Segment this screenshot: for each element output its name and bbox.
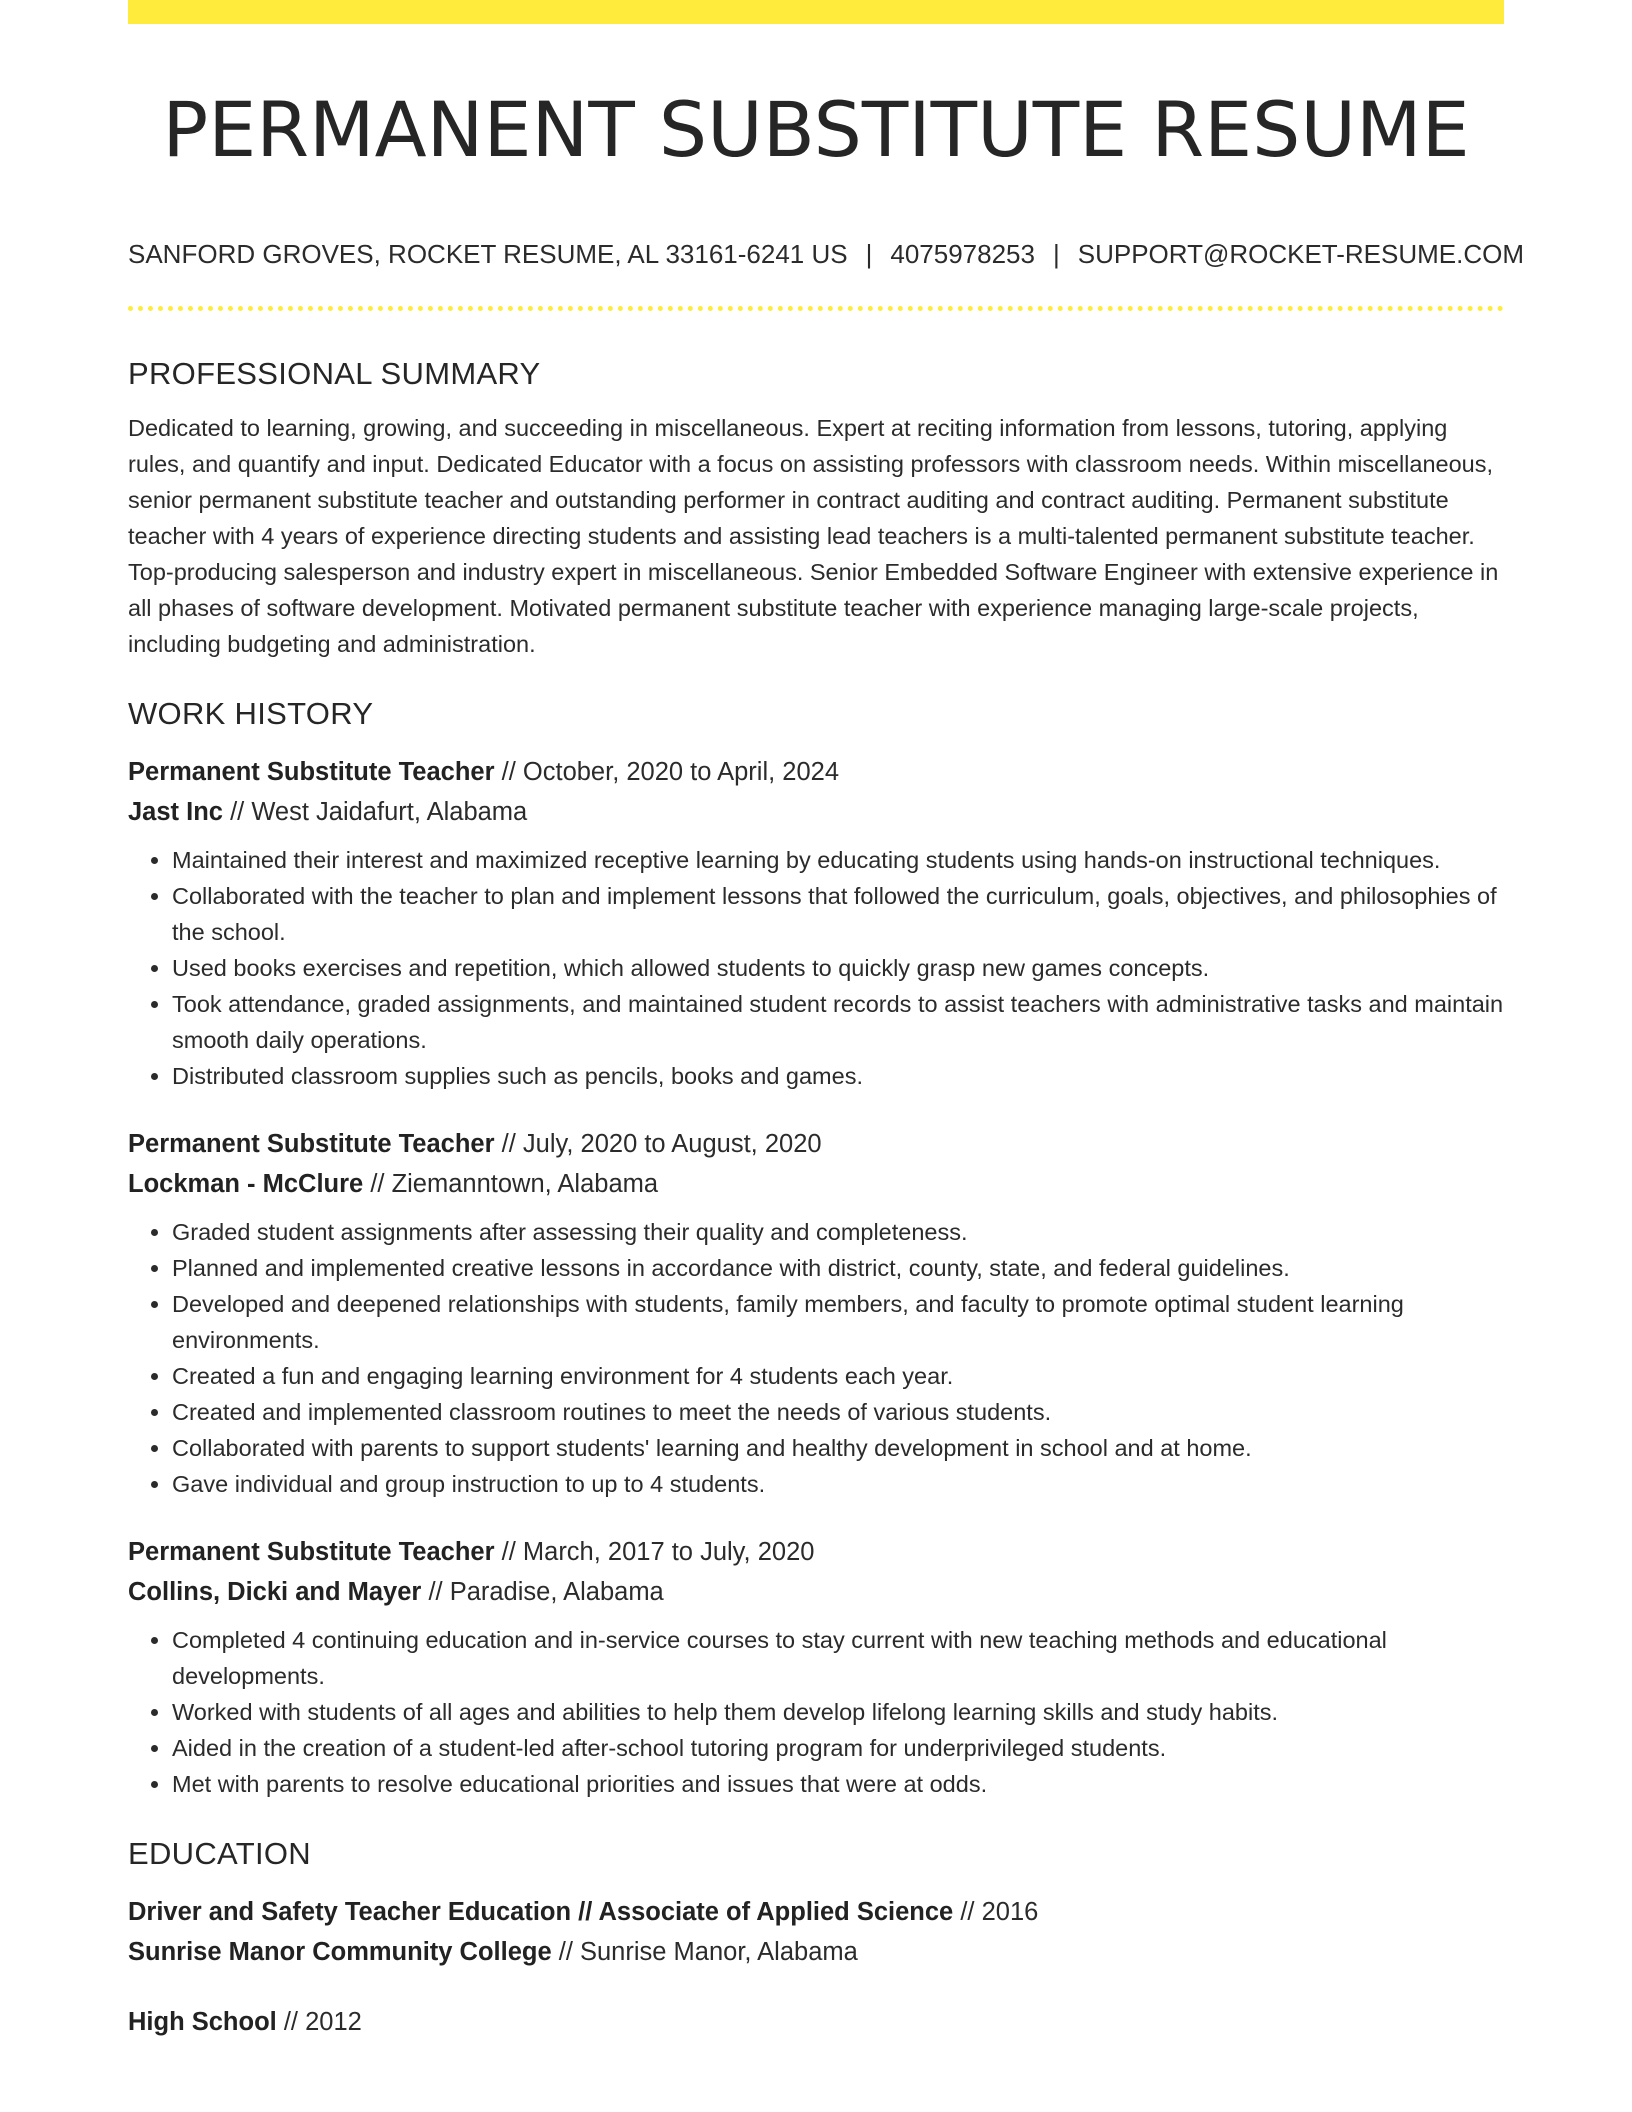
list-item: • Completed 4 continuing education and in-service courses to stay current with new teaching methods and educational developments.	[172, 1622, 1504, 1694]
list-item: • Developed and deepened relationships with students, family members, and faculty to promote optimal student learning environments.	[172, 1286, 1504, 1358]
job-title: Permanent Substitute Teacher	[128, 758, 495, 786]
job-title-line	[128, 752, 1504, 792]
degree-line	[128, 1892, 1504, 1932]
summary-text: Dedicated to learning, growing, and succeeding in miscellaneous. Expert at reciting information from lessons, tutoring, applying rules, and quantify and input. Dedicated Educator with a focus on assisting professors with classroom needs. Within miscellaneous, senior permanent substitute teacher and outstanding performer in contract auditing and contract auditing. Permanent substitute teacher with 4 years of experience directing students and assisting lead teachers is a multi-talented permanent substitute teacher. Top-producing salesperson and industry expert in miscellaneous. Senior Embedded Software Engineer with extensive experience in all phases of software development. Motivated permanent substitute teacher with experience managing large-scale projects, including budgeting and administration.	[128, 415, 1499, 657]
job-dates: // October, 2020 to April, 2024	[501, 758, 840, 786]
list-item: • Distributed classroom supplies such as pencils, books and games.	[172, 1058, 1504, 1094]
job-company-line	[128, 1572, 1504, 1612]
job-bullets	[128, 1622, 1504, 1802]
list-item: • Met with parents to resolve educational priorities and issues that were at odds.	[172, 1766, 1504, 1802]
job-company-line	[128, 1164, 1504, 1204]
job-entry	[128, 752, 1504, 1094]
job-company: Collins, Dicki and Mayer	[128, 1578, 422, 1606]
job-company: Jast Inc	[128, 798, 223, 826]
job-title-line	[128, 1124, 1504, 1164]
summary-section	[128, 352, 1504, 662]
dotted-divider	[128, 306, 1504, 311]
job-entry	[128, 1124, 1504, 1502]
job-bullets	[128, 842, 1504, 1094]
job-location: // West Jaidafurt, Alabama	[230, 798, 528, 826]
job-dates: // March, 2017 to July, 2020	[501, 1538, 815, 1566]
contact-separator: |	[1052, 239, 1060, 269]
contact-phone: 4075978253	[890, 239, 1035, 269]
contact-line	[128, 236, 1525, 272]
list-item: • Used books exercises and repetition, which allowed students to quickly grasp new games concepts.	[172, 950, 1504, 986]
job-bullets	[128, 1214, 1504, 1502]
education-section	[128, 1832, 1504, 2042]
resume-content	[128, 352, 1504, 2042]
job-title-line	[128, 1532, 1504, 1572]
list-item: • Collaborated with parents to support students' learning and healthy development in school and at home.	[172, 1430, 1504, 1466]
job-location: // Ziemanntown, Alabama	[370, 1170, 659, 1198]
contact-email: SUPPORT@ROCKET-RESUME.COM	[1077, 239, 1525, 269]
job-title: Permanent Substitute Teacher	[128, 1538, 495, 1566]
list-item: • Collaborated with the teacher to plan and implement lessons that followed the curriculum, goals, objectives, and philosophies of the school.	[172, 878, 1504, 950]
education-entry	[128, 1892, 1504, 1972]
list-item: • Graded student assignments after assessing their quality and completeness.	[172, 1214, 1504, 1250]
school-name: Sunrise Manor Community College	[128, 1938, 552, 1966]
school-location: // Sunrise Manor, Alabama	[558, 1938, 858, 1966]
list-item: • Maintained their interest and maximized receptive learning by educating students using hands-on instructional techniques.	[172, 842, 1504, 878]
school-line	[128, 1932, 1504, 1972]
list-item: • Took attendance, graded assignments, and maintained student records to assist teachers with administrative tasks and maintain smooth daily operations.	[172, 986, 1504, 1058]
job-company-line	[128, 792, 1504, 832]
list-item: • Created a fun and engaging learning environment for 4 students each year.	[172, 1358, 1504, 1394]
degree-year: // 2012	[283, 2008, 362, 2036]
job-location: // Paradise, Alabama	[428, 1578, 664, 1606]
education-heading: EDUCATION	[128, 1836, 311, 1871]
job-title: Permanent Substitute Teacher	[128, 1130, 495, 1158]
list-item: • Created and implemented classroom routines to meet the needs of various students.	[172, 1394, 1504, 1430]
degree-line	[128, 2002, 1504, 2042]
degree-year: // 2016	[960, 1898, 1039, 1926]
degree: Driver and Safety Teacher Education // Associate of Applied Science	[128, 1898, 954, 1926]
list-item: • Aided in the creation of a student-led after-school tutoring program for underprivileged students.	[172, 1730, 1504, 1766]
accent-top-bar	[128, 0, 1504, 24]
summary-heading: PROFESSIONAL SUMMARY	[128, 356, 541, 391]
job-entry	[128, 1532, 1504, 1802]
list-item: • Worked with students of all ages and abilities to help them develop lifelong learning skills and study habits.	[172, 1694, 1504, 1730]
job-dates: // July, 2020 to August, 2020	[501, 1130, 822, 1158]
contact-address: SANFORD GROVES, ROCKET RESUME, AL 33161-6241 US	[128, 239, 848, 269]
job-company: Lockman - McClure	[128, 1170, 364, 1198]
resume-title: PERMANENT SUBSTITUTE RESUME	[162, 85, 1470, 174]
list-item: • Gave individual and group instruction to up to 4 students.	[172, 1466, 1504, 1502]
education-entry	[128, 2002, 1504, 2042]
contact-separator: |	[865, 239, 873, 269]
work-history-section	[128, 692, 1504, 1802]
work-history-heading: WORK HISTORY	[128, 696, 374, 731]
list-item: • Planned and implemented creative lessons in accordance with district, county, state, and federal guidelines.	[172, 1250, 1504, 1286]
degree: High School	[128, 2008, 277, 2036]
